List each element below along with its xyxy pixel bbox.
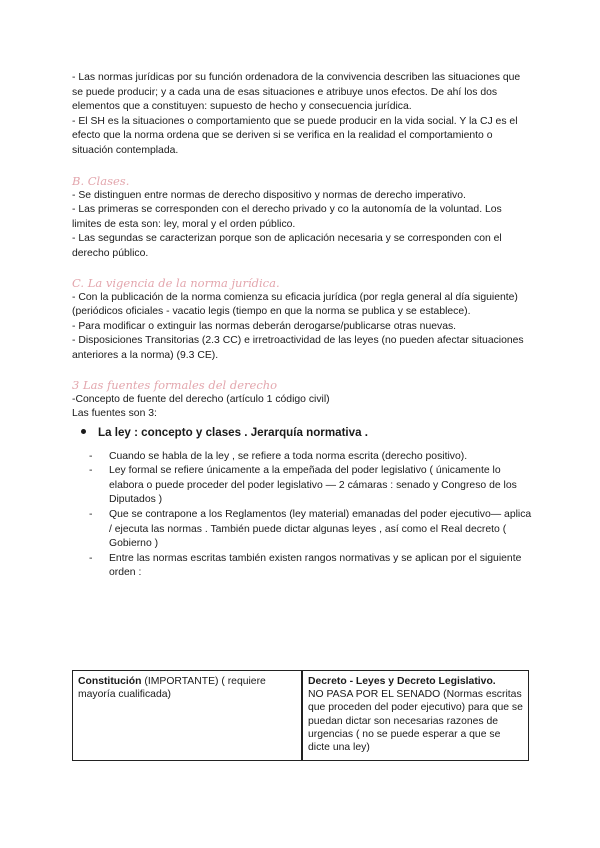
intro-paragraph-2: - El SH es la situaciones o comportamiento que se puede producir en la vida social. Y la CJ es el efecto que la norma ordena que se deriven si se verifica en la realidad el comportamiento o situación contemplada. <box>72 115 518 156</box>
dash-item-text: Que se contrapone a los Reglamentos (ley material) emanadas del poder ejecutivo— aplica / ejecuta las normas . También puede dictar algunas leyes , así como el Real decreto ( Gobierno ) <box>109 509 532 550</box>
cell-2-title: Decreto - Leyes y Decreto Legislativo. <box>308 676 496 687</box>
document-page <box>72 71 532 581</box>
bullet-text: La ley : concepto y clases . Jerarquía normativa . <box>98 425 368 439</box>
intro-paragraph-1: - Las normas jurídicas por su función ordenadora de la convivencia describen las situaciones que se puede producir; y a cada una de esas situaciones e atribuye unos efectos. De ahí los dos elementos que a constituyen: supuesto de hecho y consecuencia jurídica. <box>72 72 521 113</box>
dash-icon: - <box>89 465 93 477</box>
table-cell-decreto <box>302 671 529 761</box>
dash-item-4 <box>72 552 532 581</box>
section-3-intro-2: Las fuentes son 3: <box>72 408 157 420</box>
dash-item-2 <box>72 464 532 508</box>
section-3-heading: 3 Las fuentes formales del derecho <box>72 377 278 392</box>
section-b-line-1: - Se distinguen entre normas de derecho dispositivo y normas de derecho imperativo. <box>72 189 466 201</box>
section-c-line-2: - Para modificar o extinguir las normas deberán derogarse/publicarse otras nuevas. <box>72 320 457 332</box>
bullet-dot-icon <box>81 429 86 434</box>
section-c-heading: C. La vigencia de la norma jurídica. <box>72 275 280 290</box>
dash-item-1 <box>72 450 532 465</box>
cell-2-text: NO PASA POR EL SENADO (Normas escritas que proceden del poder ejecutivo) para que se puedan dictar son necesarias razones de urgencias ( no se puede esperar a que se dicte una ley) <box>308 689 523 754</box>
dash-icon: - <box>89 552 93 564</box>
hierarchy-table <box>72 670 529 761</box>
section-3-intro-1: -Concepto de fuente del derecho (artículo 1 código civil) <box>72 393 330 405</box>
bullet-item-ley <box>72 424 532 441</box>
cell-1-title: Constitución <box>78 676 142 687</box>
section-b-line-3: - Las segundas se caracterizan porque son de aplicación necesaria y se corresponden con el derecho público. <box>72 233 502 259</box>
dash-item-text: Entre las normas escritas también existen rangos normativas y se aplican por el siguiente orden : <box>109 552 522 579</box>
dash-item-3 <box>72 508 532 552</box>
section-b-line-2: - Las primeras se corresponden con el derecho privado y co la autonomía de la voluntad. Los limites de esta son: ley, moral y el orden público. <box>72 204 502 230</box>
section-c-line-1: - Con la publicación de la norma comienza su eficacia jurídica (por regla general al día siguiente) (periódicos oficiales - vacatio legis (tiempo en que la norma se publica y se establece). <box>72 291 518 318</box>
dash-icon: - <box>89 509 93 521</box>
table-row <box>73 671 529 761</box>
dash-list <box>72 450 532 581</box>
dash-item-text: Cuando se habla de la ley , se refiere a toda norma escrita (derecho positivo). <box>109 450 468 462</box>
dash-item-text: Ley formal se refiere únicamente a la empeñada del poder legislativo ( únicamente lo elabora o puede proceder del poder legislativo — 2 cámaras : senado y Congreso de los Diputados ) <box>109 465 517 506</box>
dash-icon: - <box>89 450 93 462</box>
section-c-line-3: - Disposiciones Transitorias (2.3 CC) e irretroactividad de las leyes (no pueden afectar situaciones anteriores a la norma) (9.3 CE). <box>72 335 524 361</box>
cell-1-text: (IMPORTANTE) ( requiere mayoría cualificada) <box>78 676 266 701</box>
table-cell-constitucion <box>73 671 303 761</box>
section-b-heading: B. Clases. <box>72 173 130 188</box>
